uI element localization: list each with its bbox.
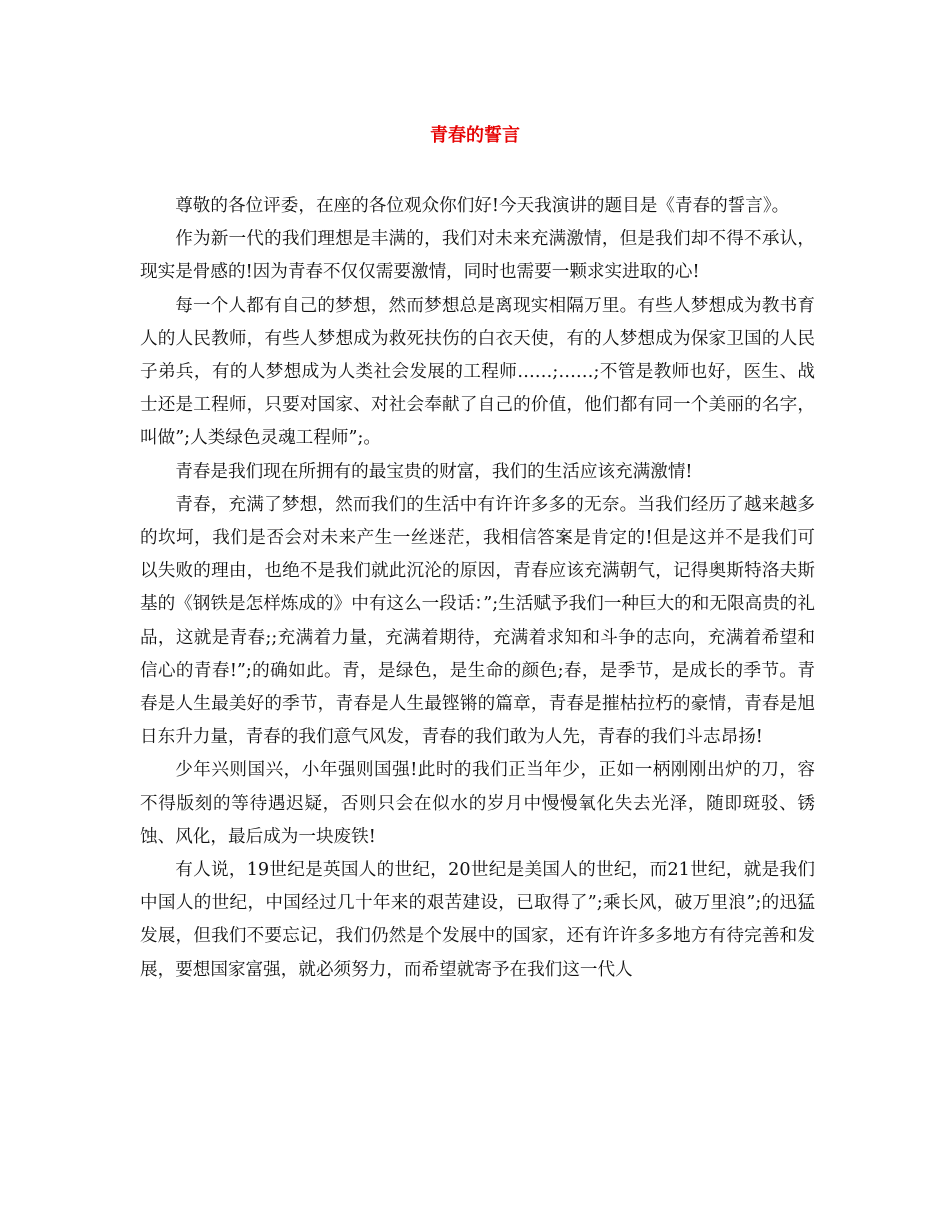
paragraph: 作为新一代的我们理想是丰满的，我们对未来充满激情，但是我们却不得不承认，现实是骨感的!因为青春不仅仅需要激情，同时也需要一颗求实进取的心!	[140, 229, 815, 283]
paragraph: 少年兴则国兴，小年强则国强!此时的我们正当年少，正如一柄刚刚出炉的刀，容不得版刻的等待遇迟疑，否则只会在似水的岁月中慢慢氧化失去光泽，随即斑驳、锈蚀、风化，最后成为一块废铁!	[140, 760, 815, 847]
paragraph: 青春，充满了梦想，然而我们的生活中有许许多多的无奈。当我们经历了越来越多的坎坷，我们是否会对未来产生一丝迷茫，我相信答案是肯定的!但是这并不是我们可以失败的理由，也绝不是我们就此沉沦的原因，青春应该充满朝气，记得奥斯特洛夫斯基的《钢铁是怎样炼成的》中有这么一段话：”;生活赋予我们一种巨大的和无限高贵的礼品，这就是青春;;充满着力量，充满着期待，充满着求知和斗争的志向，充满着希望和信心的青春!”;的确如此。青，是绿色，是生命的颜色;春，是季节，是成长的季节。青春是人生最美好的季节，青春是人生最铿锵的篇章，青春是摧枯拉朽的豪情，青春是旭日东升力量，青春的我们意气风发，青春的我们敢为人先，青春的我们斗志昂扬!	[140, 494, 815, 748]
paragraph: 青春是我们现在所拥有的最宝贵的财富，我们的生活应该充满激情!	[175, 461, 693, 482]
paragraph: 有人说，19世纪是英国人的世纪，20世纪是美国人的世纪，而21世纪，就是我们中国人的世纪，中国经过几十年来的艰苦建设，已取得了”;乘长风，破万里浪”;的迅猛发展，但我们不要忘记，我们仍然是个发展中的国家，还有许许多多地方有待完善和发展，要想国家富强，就必须努力，而希望就寄予在我们这一代人	[140, 860, 815, 980]
paragraph: 每一个人都有自己的梦想，然而梦想总是离现实相隔万里。有些人梦想成为教书育人的人民教师，有些人梦想成为救死扶伤的白衣天使，有的人梦想成为保家卫国的人民子弟兵，有的人梦想成为人类社会发展的工程师……;……;不管是教师也好，医生、战士还是工程师，只要对国家、对社会奉献了自己的价值，他们都有同一个美丽的名字，叫做”;人类绿色灵魂工程师”;。	[140, 295, 815, 449]
document-title: 青春的誓言	[430, 125, 520, 146]
document-body	[140, 190, 815, 987]
paragraph: 尊敬的各位评委，在座的各位观众你们好!今天我演讲的题目是《青春的誓言》。	[175, 196, 790, 216]
